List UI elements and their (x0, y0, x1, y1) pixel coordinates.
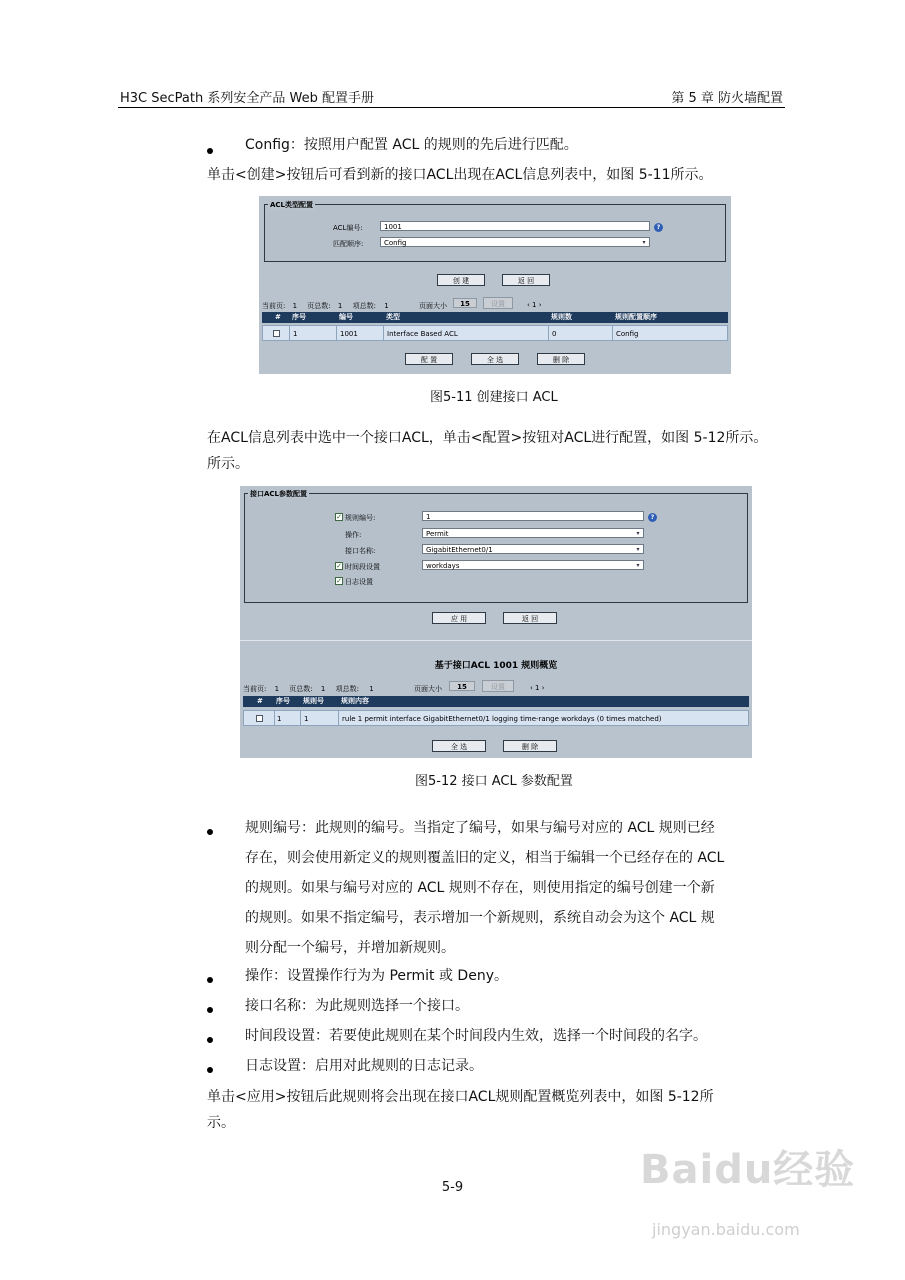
interface-value: GigabitEthernet0/1 (426, 546, 493, 554)
help-icon[interactable]: ? (648, 513, 657, 522)
back-button[interactable]: 返 回 (502, 274, 550, 286)
bullet-dot (207, 977, 213, 983)
bullet-dot (207, 829, 213, 835)
paragraph-select-acl-cont: 所示。 (207, 456, 249, 472)
cell-rule-count: 0 (552, 330, 557, 338)
paragraph-apply: 单击<应用>按钮后此规则将会出现在接口ACL规则配置概览列表中，如图 5-12所 (207, 1089, 714, 1105)
cell-rule-number: 1 (304, 715, 309, 723)
pager-items: 1 (384, 302, 389, 310)
col-rule-count: 规则数 (551, 313, 572, 321)
col-check: # (257, 697, 263, 705)
apply-button[interactable]: 应 用 (432, 612, 486, 624)
pager-nav[interactable]: ‹ 1 › (527, 301, 542, 309)
acl-number-label: ACL编号: (333, 224, 363, 232)
match-order-label: 匹配顺序: (333, 240, 364, 248)
col-rule-content: 规则内容 (341, 697, 369, 705)
cell-rule-content: rule 1 permit interface GigabitEthernet0/1 logging time-range workdays (0 times matched) (342, 715, 662, 723)
col-type: 类型 (386, 313, 400, 321)
delete-button[interactable]: 删 除 (537, 353, 585, 365)
header-chapter: 第 5 章 防火墙配置 (671, 91, 783, 106)
cell-type: Interface Based ACL (387, 330, 458, 338)
pager-items: 1 (369, 685, 374, 693)
chevron-down-icon: ▾ (636, 530, 640, 537)
table-header (243, 696, 749, 707)
page-size-label: 页面大小 (419, 302, 447, 310)
table-header (262, 312, 728, 323)
baidu-watermark-logo: Baidu经验 (640, 1147, 856, 1193)
bullet-rule-number-line: 的规则。如果不指定编号，表示增加一个新规则，系统自动会为这个 ACL 规 (245, 910, 715, 926)
bullet-rule-number-line: 则分配一个编号，并增加新规则。 (245, 940, 455, 956)
table-row[interactable] (243, 710, 749, 726)
match-order-value: Config (384, 239, 407, 247)
overview-title: 基于接口ACL 1001 规则概览 (434, 661, 558, 671)
chevron-down-icon: ▾ (636, 562, 640, 569)
page-size-input[interactable]: 15 (449, 681, 475, 691)
header-title: H3C SecPath 系列安全产品 Web 配置手册 (120, 91, 374, 106)
col-seq: 序号 (276, 697, 290, 705)
delete-button[interactable]: 删 除 (503, 740, 557, 752)
separator (240, 640, 752, 641)
figure-5-12-screenshot (240, 486, 752, 758)
pager-current-label: 当前页: (243, 685, 267, 693)
fieldset-legend: ACL类型配置 (270, 201, 314, 209)
figure-5-12-caption: 图5-12 接口 ACL 参数配置 (415, 774, 573, 789)
row-checkbox[interactable] (256, 715, 263, 722)
col-order: 规则配置顺序 (615, 313, 657, 321)
interface-select[interactable] (422, 544, 644, 554)
figure-5-11-screenshot (259, 196, 731, 374)
match-order-select[interactable] (380, 237, 650, 247)
page-number: 5-9 (441, 1180, 464, 1195)
bullet-log: 日志设置：启用对此规则的日志记录。 (245, 1058, 483, 1074)
baidu-watermark-url: jingyan.baidu.com (652, 1220, 800, 1239)
bullet-interface: 接口名称：为此规则选择一个接口。 (245, 998, 469, 1014)
bullet-rule-number-line: 的规则。如果与编号对应的 ACL 规则不存在，则使用指定的编号创建一个新 (245, 880, 715, 896)
row-checkbox[interactable] (273, 330, 280, 337)
time-range-label: 时间段设置 (345, 563, 380, 571)
back-button[interactable]: 返 回 (503, 612, 557, 624)
bullet-dot (207, 1007, 213, 1013)
bullet-config: Config：按照用户配置 ACL 的规则的先后进行匹配。 (245, 137, 578, 153)
paragraph-create: 单击<创建>按钮后可看到新的接口ACL出现在ACL信息列表中，如图 5-11所示。 (207, 167, 713, 183)
acl-number-input[interactable]: 1001 (380, 221, 650, 231)
bullet-time-range: 时间段设置：若要使此规则在某个时间段内生效，选择一个时间段的名字。 (245, 1028, 707, 1044)
pager-nav[interactable]: ‹ 1 › (530, 684, 545, 692)
col-number: 编号 (339, 313, 353, 321)
help-icon[interactable]: ? (654, 223, 663, 232)
bullet-dot (207, 1037, 213, 1043)
select-all-button[interactable]: 全 选 (471, 353, 519, 365)
bullet-rule-number (245, 813, 785, 963)
fieldset-legend: 接口ACL参数配置 (250, 490, 308, 498)
pager-total: 1 (320, 685, 326, 693)
select-all-button[interactable]: 全 选 (432, 740, 486, 752)
col-seq: 序号 (292, 313, 306, 321)
time-range-select[interactable] (422, 560, 644, 570)
col-check: # (275, 313, 281, 321)
chevron-down-icon: ▾ (642, 239, 646, 246)
pager-current-label: 当前页: (262, 302, 286, 310)
pager (262, 301, 389, 311)
figure-5-11-caption: 图5-11 创建接口 ACL (430, 390, 558, 405)
rule-number-input[interactable]: 1 (422, 511, 644, 521)
page-size-apply-button[interactable]: 设置 (482, 680, 514, 692)
page-size-apply-button[interactable]: 设置 (483, 297, 513, 309)
pager-current: 1 (292, 302, 298, 310)
paragraph-select-acl: 在ACL信息列表中选中一个接口ACL，单击<配置>按钮对ACL进行配置，如图 5-12所示。 (207, 430, 768, 446)
rule-number-checkbox[interactable]: ✓ (336, 513, 342, 521)
page-size-input[interactable]: 15 (453, 298, 477, 308)
operation-value: Permit (426, 530, 449, 538)
chevron-down-icon: ▾ (636, 546, 640, 553)
interface-label: 接口名称: (345, 547, 376, 555)
cell-seq: 1 (277, 715, 282, 723)
header-rule (118, 107, 785, 108)
log-checkbox[interactable]: ✓ (336, 577, 342, 585)
pager-items-label: 项总数: (352, 302, 376, 310)
pager-total: 1 (337, 302, 343, 310)
paragraph-apply-cont: 示。 (207, 1115, 235, 1131)
bullet-dot (207, 1067, 213, 1073)
pager-current: 1 (274, 685, 280, 693)
cell-order: Config (616, 330, 639, 338)
pager-total-label: 页总数: (307, 302, 331, 310)
bullet-dot (207, 148, 213, 154)
cell-number: 1001 (340, 330, 358, 338)
pager-items-label: 项总数: (335, 685, 359, 693)
config-button[interactable]: 配 置 (405, 353, 453, 365)
time-range-checkbox[interactable]: ✓ (336, 562, 342, 570)
operation-select[interactable] (422, 528, 644, 538)
pager-total-label: 页总数: (289, 685, 313, 693)
bullet-operation: 操作：设置操作行为为 Permit 或 Deny。 (245, 968, 508, 984)
rule-number-label: 规则编号: (345, 514, 376, 522)
bullet-rule-number-line: 规则编号：此规则的编号。当指定了编号，如果与编号对应的 ACL 规则已经 (245, 820, 715, 836)
operation-label: 操作: (345, 531, 362, 539)
table-row[interactable] (262, 325, 728, 341)
log-label: 日志设置 (345, 578, 373, 586)
page-size-label: 页面大小 (414, 685, 442, 693)
time-range-value: workdays (426, 562, 460, 570)
acl-type-fieldset (264, 204, 726, 262)
col-rule-number: 规则号 (303, 697, 324, 705)
bullet-rule-number-line: 存在，则会使用新定义的规则覆盖旧的定义，相当于编辑一个已经存在的 ACL (245, 850, 725, 866)
pager (243, 684, 374, 694)
cell-seq: 1 (293, 330, 298, 338)
create-button[interactable]: 创 建 (437, 274, 485, 286)
